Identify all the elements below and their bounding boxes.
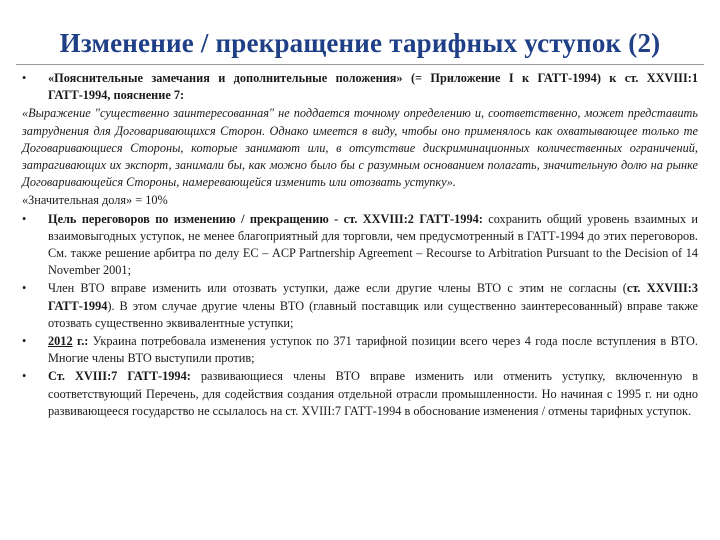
bullet-item-negotiation-goal	[22, 211, 698, 280]
significant-share-line: «Значительная доля» = 10%	[22, 193, 168, 208]
article-xviii-7-text: развивающиеся члены ВТО вправе изменить или отменить уступку, включенную в соответствующий Перечень, для содействия создания отдельной отрасли промышленности. Но начиная с 1995 г. ни одно развивающееся государство не ссылалось на ст. XVIII:7 ГАТТ-1994 в обоснование изменения / отмены тарифных уступок.	[48, 369, 698, 418]
withdrawal-text-b: ). В этом случае другие члены ВТО (главный поставщик или существенно заинтересованный) вправе также отозвать существенно эквивалентные уступки;	[48, 298, 698, 330]
slide-body	[22, 70, 698, 421]
withdrawal-text-a: Член ВТО вправе изменить или отозвать уступки, даже если другие члены ВТО с этим не согласны (	[48, 281, 627, 296]
ukraine-text: Украина потребовала изменения уступок по 371 тарифной позиции всего через 4 года после вступления в ВТО. Многие члены ВТО выступили против;	[48, 334, 698, 366]
bullet-item-ukraine-2012	[22, 333, 698, 367]
title-divider	[16, 64, 704, 65]
negotiation-goal-text: сохранить общий уровень взаимных и взаимовыгодных уступок, не менее благоприятный для торговли, чем предусмотренный в ГАТТ-1994 до этих переговоров. См. также решение арбитра по делу ЕС – ACP Partnership Agreement – Recourse to Arbitration Pursuant to the Decision of 14 November 2001;	[48, 211, 698, 278]
article-xviii-7-lead: Ст. XVIII:7 ГАТТ-1994:	[48, 369, 191, 384]
bullet-icon: •	[22, 369, 27, 384]
substantial-interest-quote: «Выражение "существенно заинтересованная" не поддается точному определению и, соответственно, может представить затруднения для Договаривающихся Сторон. Однако имеется в виду, чтобы оно применялось как охватывающее только те Договаривающиеся Стороны, которые занимают или, в отсутствие дискриминационных количественных ограничений, затрагивающих их экспорт, занимали бы, как можно было бы с разумным основанием полагать, значительную долю на рынке Договаривающейся Стороны, намеревающейся изменить или отозвать уступку».	[22, 106, 698, 190]
slide-title: Изменение / прекращение тарифных уступок (2)	[59, 28, 661, 58]
bullet-icon: •	[22, 211, 27, 226]
explanatory-notes-heading: «Пояснительные замечания и дополнительные положения» (= Приложение I к ГАТТ-1994) к ст. XXVIII:1 ГАТТ-1994, пояснение 7:	[48, 71, 698, 103]
bullet-icon: •	[22, 281, 27, 296]
negotiation-goal-lead: Цель переговоров по изменению / прекращению - ст. XXVIII:2 ГАТТ-1994:	[48, 211, 483, 226]
bullet-icon: •	[22, 334, 27, 349]
bullet-item-explanatory-notes	[22, 70, 698, 104]
ukraine-year-suffix: г.:	[72, 334, 89, 349]
withdrawal-article-ref: ст. XXVIII:3 ГАТТ-1994	[48, 281, 698, 313]
ukraine-year: 2012	[48, 334, 73, 349]
bullet-item-unilateral-withdrawal	[22, 280, 698, 332]
bullet-item-article-xviii-7	[22, 368, 698, 420]
bullet-icon: •	[22, 71, 27, 85]
